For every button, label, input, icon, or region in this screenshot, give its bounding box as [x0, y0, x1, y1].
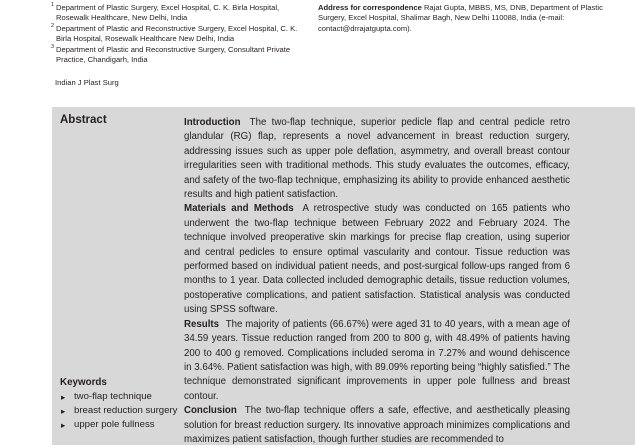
keyword-item[interactable]: ▸ breast reduction surgery [60, 404, 180, 418]
abstract-section-introduction [184, 116, 570, 202]
keywords-title: Keywords [60, 377, 107, 388]
affiliations [51, 3, 309, 65]
abstract-section-results [184, 318, 570, 404]
affiliation-text: Department of Plastic and Reconstructive Surgery, Excel Hospital, C. K. Birla Hospital, Rosewalk Healthcare New Delhi, India [56, 23, 298, 44]
affiliation-3 [51, 45, 309, 66]
section-heading: Results [184, 318, 219, 330]
keywords [60, 376, 180, 432]
section-heading: Conclusion [184, 405, 237, 417]
abstract-heading: Abstract [60, 114, 107, 126]
correspondence-text: Rajat Gupta, MBBS, MS, DNB, Department of Plastic Surgery, Excel Hospital, Shalimar Bagh, New Delhi 110088, India (e-mail: contact@drrajatgupta.com). [318, 3, 603, 33]
abstract-body [184, 116, 570, 447]
abstract-section-methods [184, 202, 570, 317]
keyword-item[interactable]: ▸ upper pole fullness [60, 418, 180, 432]
affiliation-2 [51, 24, 309, 45]
section-text: A retrospective study was conducted on 165 patients who underwent the two-flap technique between February 2022 and February 2024. The technique involved preoperative skin markings for precise flap creation, using superior and central pedicles to ensure optimal vascularity and contour. Tissue reduction was performed based on individual patient needs, and post-surgical follow-ups ranged from 6 months to 1 year. Data collected included demographic details, tissue reduction volumes, postoperative complications, and patient satisfaction. Statistical analysis was conducted using SPSS software. [184, 203, 570, 316]
affiliation-1 [51, 3, 309, 24]
section-heading: Materials and Methods [184, 203, 294, 215]
journal-name: Indian J Plast Surg [55, 78, 119, 87]
affiliation-text: Department of Plastic Surgery, Excel Hospital, C. K. Birla Hospital, Rosewalk Healthcare, New Delhi, India [56, 3, 280, 23]
affiliation-text: Department of Plastic and Reconstructive Surgery, Consultant Private Practice, Chandigarh, India [56, 44, 291, 65]
affiliation-number: 2 [51, 22, 55, 29]
section-text: The two-flap technique offers a safe, effective, and aesthetically pleasing solution for breast reduction surgery. Its innovative approach minimizes complications and maximizes patient satisfaction, though further studies are recommended to [184, 405, 570, 445]
section-text: The majority of patients (66.67%) were aged 31 to 40 years, with a mean age of 34.59 years. Tissue reduction ranged from 200 to 800 g, with 48.49% of patients having 200 to 400 g removed. Complications included seroma in 7.27% and wound dehiscence in 3.64%. Patient satisfaction was high, with 89.09% reporting being “highly satisfied.” The technique demonstrated significant improvements in upper pole fullness and breast contour. [184, 318, 570, 402]
section-text: The two-flap technique, superior pedicle flap and central pedicle retro glandular (RG) flap, represents a novel advancement in breast reduction surgery, addressing issues such as upper pole deflation, asymmetry, and overall breast contour irregularities seen with traditional methods. This study evaluates the outcomes, efficacy, and safety of the two-flap technique, emphasizing its ability to provide enhanced aesthetic results and high patient satisfaction. [184, 117, 570, 201]
correspondence-label: Address for correspondence [318, 3, 422, 12]
affiliation-number: 1 [51, 2, 55, 8]
affiliation-number: 3 [51, 43, 55, 50]
abstract-section-conclusion [184, 404, 570, 447]
keyword-item[interactable]: ▸ two-flap technique [60, 390, 180, 404]
section-heading: Introduction [184, 117, 241, 128]
correspondence [318, 3, 618, 34]
